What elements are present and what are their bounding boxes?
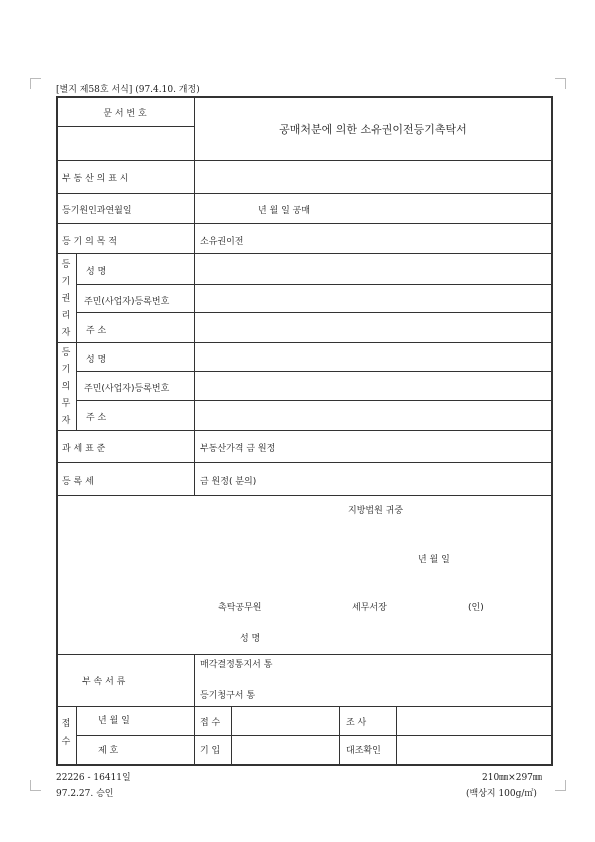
tax-base-label: 과 세 표 준 xyxy=(62,444,106,454)
tax-base-value: 부동산가격 금 원정 xyxy=(200,444,276,454)
receipt-label: 접 수 xyxy=(200,718,221,728)
officer-label: 촉탁공무원 xyxy=(218,603,262,613)
holder-name-label: 성 명 xyxy=(86,267,107,277)
paper-type: (백상지 100g/㎡) xyxy=(466,789,537,799)
reg-tax-label: 등 록 세 xyxy=(62,477,94,487)
form-note: [별지 제58호 서식] (97.4.10. 개정) xyxy=(56,85,200,95)
purpose-label: 등 기 의 목 적 xyxy=(62,237,117,247)
doc-number-label: 문 서 번 호 xyxy=(103,109,147,119)
group-char: 자 xyxy=(61,416,71,426)
receipt-date-label: 년 월 일 xyxy=(98,716,130,726)
document-title: 공매처분에 의한 소유권이전등기촉탁서 xyxy=(279,123,467,136)
purpose-value: 소유권이전 xyxy=(200,237,244,247)
crop-mark xyxy=(555,780,566,791)
compare-label: 대조확인 xyxy=(346,746,381,756)
check-label: 조 사 xyxy=(346,718,367,728)
group-char: 등 xyxy=(61,260,71,270)
group-char: 의 xyxy=(61,382,71,392)
cause-value: 년 월 일 공매 xyxy=(258,206,311,216)
attachment-item: 매각결정통지서 통 xyxy=(200,660,273,670)
receipt-no-label: 제 호 xyxy=(98,746,119,756)
obligor-name-label: 성 명 xyxy=(86,355,107,365)
group-char: 등 xyxy=(61,348,71,358)
group-char: 기 xyxy=(61,365,71,375)
obligor-addr-label: 주 소 xyxy=(86,413,107,423)
group-char: 접 xyxy=(61,719,71,729)
approval-note: 97.2.27. 승인 xyxy=(56,789,114,799)
form-code: 22226 - 16411일 xyxy=(56,773,131,783)
holder-addr-label: 주 소 xyxy=(86,326,107,336)
paper-size: 210㎜×297㎜ xyxy=(482,773,542,783)
officer-name-label: 성 명 xyxy=(240,634,261,644)
cause-label: 등기원인과연월일 xyxy=(62,206,132,216)
attachment-item: 등기청구서 통 xyxy=(200,691,256,701)
obligor-id-label: 주민(사업자)등록번호 xyxy=(84,384,170,394)
property-label: 부 동 산 의 표 시 xyxy=(62,174,129,184)
court-addressee: 지방법원 귀중 xyxy=(348,506,404,516)
group-char: 권 xyxy=(61,294,71,304)
group-char: 리 xyxy=(61,311,71,321)
crop-mark xyxy=(30,780,41,791)
request-date: 년 월 일 xyxy=(418,555,450,565)
seal-mark: (인) xyxy=(468,603,484,613)
group-char: 기 xyxy=(61,277,71,287)
group-char: 자 xyxy=(61,328,71,338)
group-char: 무 xyxy=(61,399,71,409)
attachments-label: 부 속 서 류 xyxy=(82,677,126,687)
crop-mark xyxy=(30,78,41,89)
crop-mark xyxy=(555,78,566,89)
group-char: 수 xyxy=(61,737,71,747)
holder-id-label: 주민(사업자)등록번호 xyxy=(84,297,170,307)
tax-office-label: 세무서장 xyxy=(352,603,387,613)
reg-tax-value: 금 원정( 분의) xyxy=(200,477,257,487)
entry-label: 기 입 xyxy=(200,746,221,756)
